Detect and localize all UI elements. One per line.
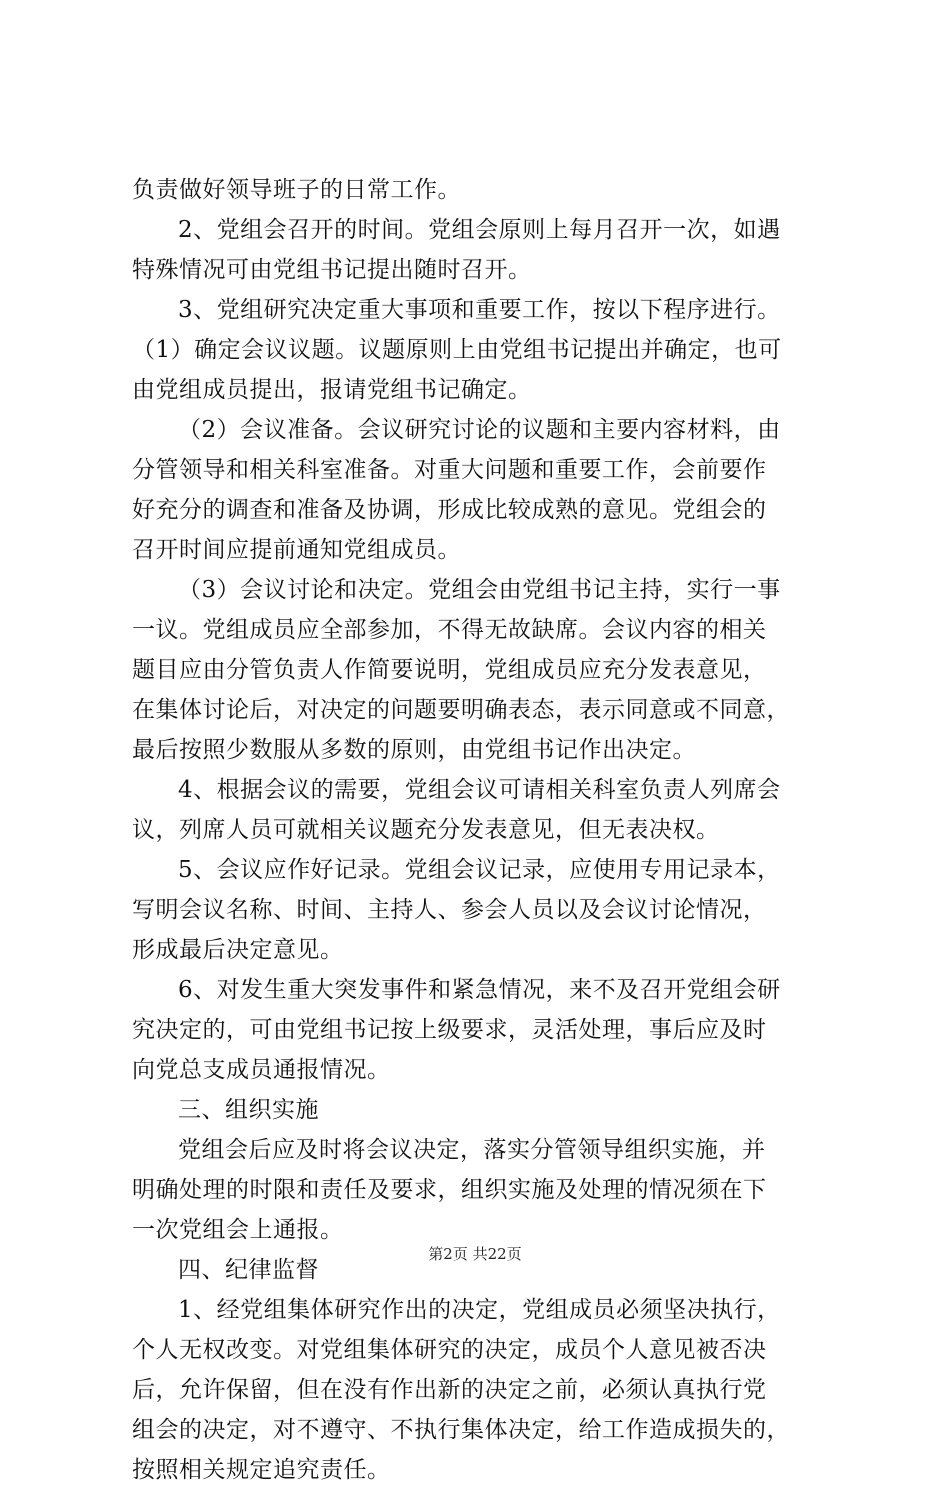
- text-line: 好充分的调查和准备及协调，形成比较成熟的意见。党组会的: [132, 497, 767, 523]
- text-line: 后，允许保留，但在没有作出新的决定之前，必须认真执行党: [132, 1377, 767, 1403]
- text-line: 党组会后应及时将会议决定，落实分管领导组织实施，并: [178, 1137, 766, 1163]
- text-line: 2、党组会召开的时间。党组会原则上每月召开一次，如遇: [178, 217, 781, 243]
- text-line: 在集体讨论后，对决定的问题要明确表态，表示同意或不同意，: [132, 697, 790, 723]
- text-line: 一议。党组成员应全部参加，不得无故缺席。会议内容的相关: [132, 617, 767, 643]
- text-line: 一次党组会上通报。: [132, 1217, 344, 1243]
- text-line: （2）会议准备。会议研究讨论的议题和主要内容材料，由: [178, 417, 781, 443]
- text-line: 召开时间应提前通知党组成员。: [132, 537, 461, 563]
- text-line: 三、组织实施: [178, 1097, 319, 1123]
- text-line: 明确处理的时限和责任及要求，组织实施及处理的情况须在下: [132, 1177, 767, 1203]
- text-line: 议，列席人员可就相关议题充分发表意见，但无表决权。: [132, 817, 720, 843]
- text-line: 3、党组研究决定重大事项和重要工作，按以下程序进行。: [178, 297, 781, 323]
- text-line: 负责做好领导班子的日常工作。: [132, 177, 461, 203]
- text-line: 组会的决定，对不遵守、不执行集体决定，给工作造成损失的，: [132, 1417, 790, 1443]
- text-line: 究决定的，可由党组书记按上级要求，灵活处理，事后应及时: [132, 1017, 767, 1043]
- text-line: 按照相关规定追究责任。: [132, 1457, 391, 1483]
- text-line: 向党总支成员通报情况。: [132, 1057, 391, 1083]
- text-line: 6、对发生重大突发事件和紧急情况，来不及召开党组会研: [178, 977, 781, 1003]
- text-line: 特殊情况可由党组书记提出随时召开。: [132, 257, 532, 283]
- text-line: 4、根据会议的需要，党组会议可请相关科室负责人列席会: [178, 777, 781, 803]
- document-body: [132, 170, 832, 1490]
- text-line: 1、经党组集体研究作出的决定，党组成员必须坚决执行，: [178, 1297, 781, 1323]
- text-line: 写明会议名称、时间、主持人、参会人员以及会议讨论情况，: [132, 897, 767, 923]
- text-line: 题目应由分管负责人作简要说明，党组成员应充分发表意见，: [132, 657, 767, 683]
- text-line: 四、纪律监督: [178, 1257, 319, 1283]
- text-line: 最后按照少数服从多数的原则，由党组书记作出决定。: [132, 737, 696, 763]
- text-line: 形成最后决定意见。: [132, 937, 344, 963]
- text-line: 分管领导和相关科室准备。对重大问题和重要工作，会前要作: [132, 457, 767, 483]
- text-line: （1）确定会议议题。议题原则上由党组书记提出并确定，也可: [132, 337, 782, 363]
- text-line: （3）会议讨论和决定。党组会由党组书记主持，实行一事: [178, 577, 781, 603]
- text-line: 个人无权改变。对党组集体研究的决定，成员个人意见被否决: [132, 1337, 767, 1363]
- text-line: 由党组成员提出，报请党组书记确定。: [132, 377, 532, 403]
- page-footer: 第2页 共22页: [428, 1245, 522, 1263]
- text-line: 5、会议应作好记录。党组会议记录，应使用专用记录本，: [178, 857, 781, 883]
